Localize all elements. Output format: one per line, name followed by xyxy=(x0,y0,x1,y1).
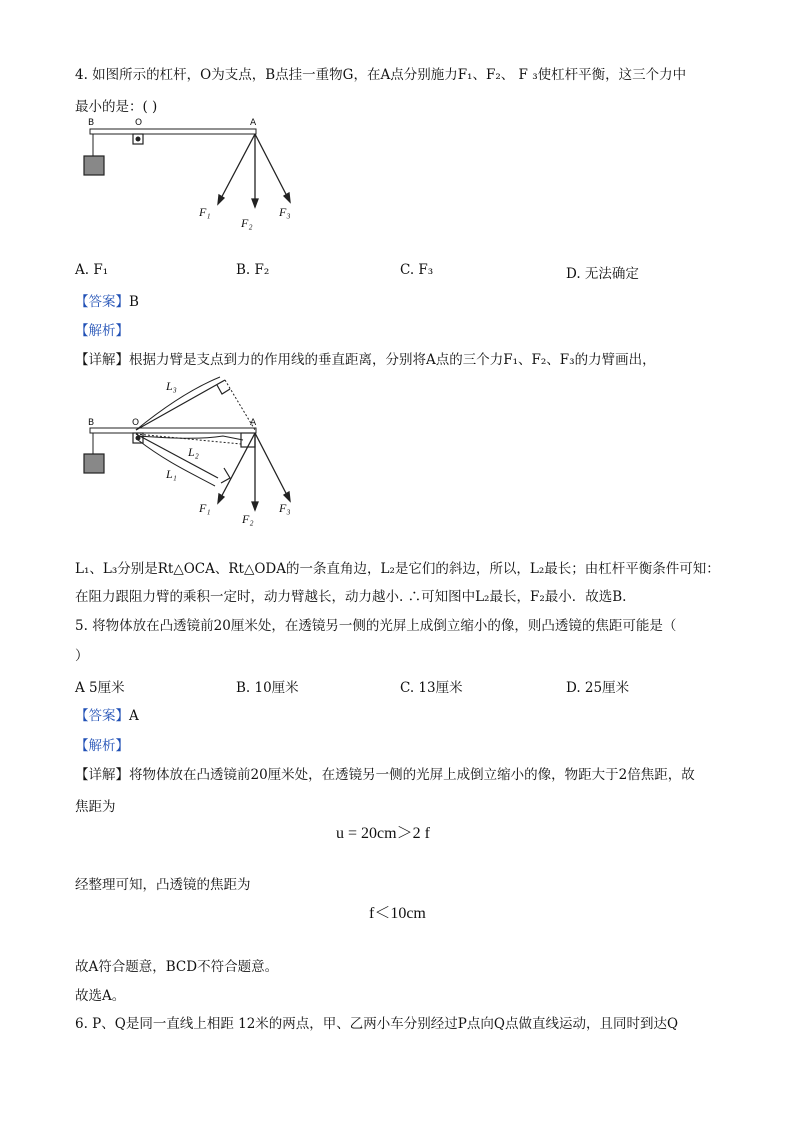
fig2-label-f1: F₁ xyxy=(199,501,211,515)
q4-stem-line1: 4. 如图所示的杠杆，O为支点，B点挂一重物G，在A点分别施力F₁、F₂、 F ₃使杠杆平衡，这三个力中 xyxy=(75,67,687,83)
fig2-force-f2-arrow xyxy=(252,502,258,510)
q4-option-b: B. F₂ xyxy=(236,262,270,278)
q4-stem-line2: 最小的是：( ) xyxy=(75,99,158,115)
q5-option-d: D. 25厘米 xyxy=(566,680,630,696)
fig2-right-angle-c xyxy=(221,468,230,483)
fig1-lever-bar xyxy=(90,129,256,134)
q4-detail-row xyxy=(75,348,656,368)
q5-answer-row xyxy=(75,704,139,724)
q5-answer: A xyxy=(129,708,139,724)
fig2-force-f3-line xyxy=(255,433,290,501)
fig2-force-f3-arrow xyxy=(284,492,290,501)
q4-option-a: A. F₁ xyxy=(75,262,109,278)
q4-option-d: D. 无法确定 xyxy=(566,266,639,282)
fig1-force-f1-line xyxy=(218,134,255,204)
fig1-weight xyxy=(84,156,104,175)
q5-end-line2: 故选A。 xyxy=(75,988,126,1004)
lever-figure-2 xyxy=(78,368,318,528)
fig1-force-f1-arrow xyxy=(218,195,224,204)
q4-answer-tag: 【答案】 xyxy=(75,294,129,310)
fig2-label-a: A xyxy=(250,418,257,428)
q4-answer-row xyxy=(75,290,139,310)
fig2-label-l1: L₁ xyxy=(166,467,177,481)
fig1-label-b: B xyxy=(88,118,95,128)
fig2-label-b: B xyxy=(88,418,95,428)
fig1-label-o: O xyxy=(135,118,143,128)
q4-answer: B xyxy=(129,294,139,310)
q5-detail: 将物体放在凸透镜前20厘米处，在透镜另一侧的光屏上成倒立缩小的像，物距大于2倍焦距，故 xyxy=(129,767,695,783)
q5-answer-tag: 【答案】 xyxy=(75,708,129,724)
fig2-arm-l2-brace xyxy=(138,436,243,440)
q5-stem-line1: 5. 将物体放在凸透镜前20厘米处，在透镜另一侧的光屏上成倒立缩小的像，则凸透镜的焦距可能是（ xyxy=(75,618,677,634)
fig1-force-f3-line xyxy=(255,134,290,202)
fig1-label-a: A xyxy=(250,118,257,128)
fig2-force-f1-arrow xyxy=(218,494,224,503)
fig2-arm-l3-brace xyxy=(136,377,220,430)
fig1-pivot xyxy=(133,134,143,144)
q5-detail-tag: 【详解】 xyxy=(75,767,129,783)
q5-option-a: A 5厘米 xyxy=(75,680,125,696)
q4-detail-tag: 【详解】 xyxy=(75,352,129,368)
q5-mid-text: 经整理可知，凸透镜的焦距为 xyxy=(75,877,251,893)
fig2-label-f3: F₃ xyxy=(279,501,291,515)
q5-option-b: B. 10厘米 xyxy=(236,680,299,696)
fig1-force-f3-arrow xyxy=(284,193,290,202)
q5-detail-line2: 焦距为 xyxy=(75,799,116,815)
fig2-arm-l3-line xyxy=(136,380,225,430)
fig2-lever-bar xyxy=(90,428,256,433)
q5-formula-1: u = 20cm＞2 f xyxy=(336,825,430,842)
fig2-label-f2: F₂ xyxy=(242,512,254,526)
fig2-f3-extension xyxy=(225,380,255,430)
fig1-label-f3: F₃ xyxy=(279,205,291,219)
q4-conclusion-line2: 在阻力跟阻力臂的乘积一定时，动力臂越长，动力越小. ∴可知图中L₂最长，F₂最小．故选B. xyxy=(75,589,627,605)
fig1-force-f2-arrow xyxy=(252,199,258,207)
q5-stem-line2: ） xyxy=(75,648,89,664)
lever-figure-1 xyxy=(78,112,318,247)
fig2-label-l2: L₂ xyxy=(188,445,199,459)
fig2-right-angle-d xyxy=(217,385,230,394)
q5-option-c: C. 13厘米 xyxy=(400,680,463,696)
q4-detail: 根据力臂是支点到力的作用线的垂直距离，分别将A点的三个力F₁、F₂、F₃的力臂画出， xyxy=(129,352,656,368)
q6-stem-line1: 6. P、Q是同一直线上相距 12米的两点，甲、乙两小车分别经过P点向Q点做直线运动，且同时到达Q xyxy=(75,1016,679,1032)
q5-detail-row xyxy=(75,763,695,783)
fig1-label-f1: F₁ xyxy=(199,205,211,219)
fig2-label-o: O xyxy=(132,418,140,428)
fig2-weight xyxy=(84,454,104,473)
q4-option-c: C. F₃ xyxy=(400,262,434,278)
q5-analysis-tag: 【解析】 xyxy=(75,738,129,754)
fig2-label-l3: L₃ xyxy=(166,379,177,393)
q4-conclusion-line1: L₁、L₃分别是Rt△OCA、Rt△ODA的一条直角边，L₂是它们的斜边，所以，L₂最长；由杠杆平衡条件可知： xyxy=(75,561,720,577)
q5-end-line1: 故A符合题意，BCD不符合题意。 xyxy=(75,959,279,975)
q4-analysis-tag: 【解析】 xyxy=(75,323,129,339)
fig1-label-f2: F₂ xyxy=(241,216,253,230)
fig2-arm-l1-line xyxy=(136,434,218,478)
q5-formula-2: f＜10cm xyxy=(369,905,426,922)
